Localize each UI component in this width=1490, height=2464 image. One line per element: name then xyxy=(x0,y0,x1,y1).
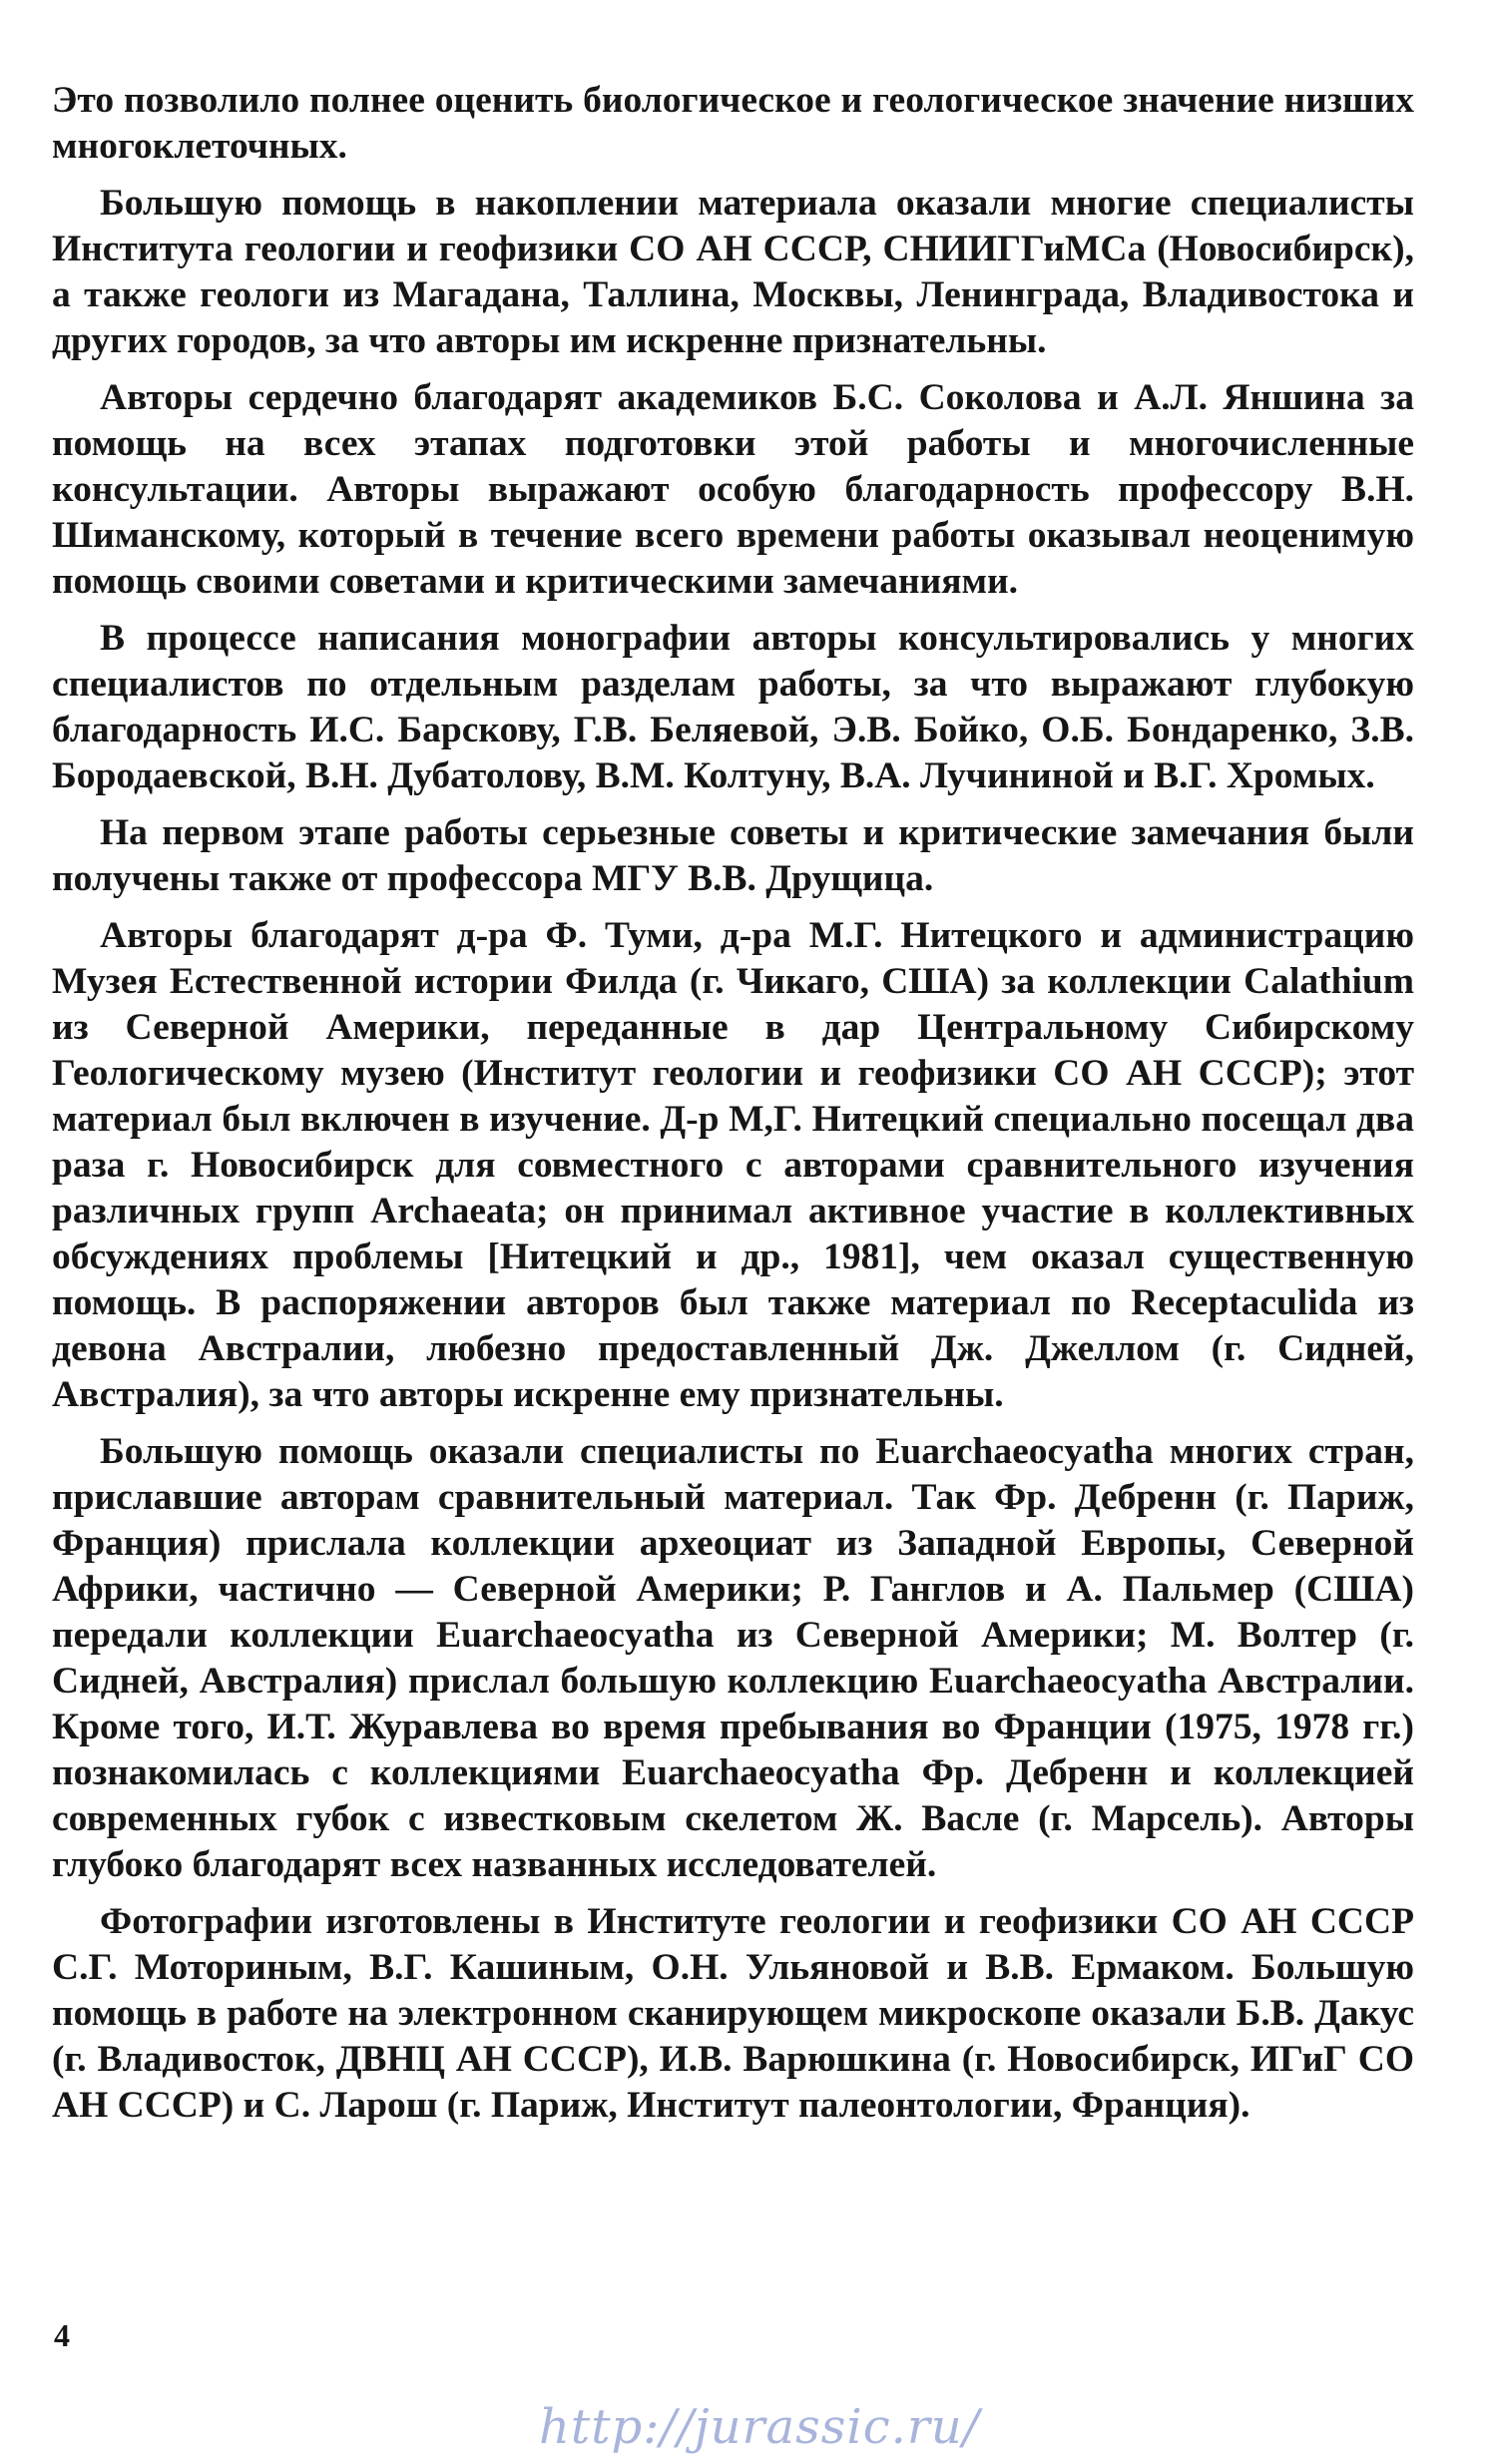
paragraph-1: Это позволило полнее оценить биологическое и геологическое значение низших многоклеточных. xyxy=(52,80,1414,167)
document-body xyxy=(52,78,1414,2140)
paragraph-6: Авторы благодарят д-ра Ф. Туми, д-ра М.Г. Нитецкого и администрацию Музея Естественной истории Филда (г. Чикаго, США) за коллекции Calathium из Северной Америки, переданные в дар Центральному Сибирскому Геологическому музею (Институт геологии и геофизики СО АН СССР); этот материал был включен в изучение. Д-р М,Г. Нитецкий специально посещал два раза г. Новосибирск для совместного с авторами сравнительного изучения различных групп Archaeata; он принимал активное участие в коллективных обсуждениях проблемы [Нитецкий и др., 1981], чем оказал существенную помощь. В распоряжении авторов был также материал по Receptaculida из девона Австралии, любезно предоставленный Дж. Джеллом (г. Сидней, Австралия), за что авторы искренне ему признательны. xyxy=(52,915,1414,1415)
paragraph-4: В процессе написания монографии авторы консультировались у многих специалистов по отдельным разделам работы, за что выражают глубокую благодарность И.С. Барскову, Г.В. Беляевой, Э.В. Бойко, О.Б. Бондаренко, З.В. Бородаевской, В.Н. Дубатолову, В.М. Колтуну, В.А. Лучининой и В.Г. Хромых. xyxy=(52,618,1414,796)
paragraph-8: Фотографии изготовлены в Институте геологии и геофизики СО АН СССР С.Г. Моториным, В.Г. Кашиным, О.Н. Ульяновой и В.В. Ермаком. Большую помощь в работе на электронном сканирующем микроскопе оказали Б.В. Дакус (г. Владивосток, ДВНЦ АН СССР), И.В. Варюшкина (г. Новосибирск, ИГиГ СО АН СССР) и С. Ларош (г. Париж, Институт палеонтологии, Франция). xyxy=(52,1901,1414,2126)
paragraph-5: На первом этапе работы серьезные советы и критические замечания были получены также от профессора МГУ В.В. Друщица. xyxy=(52,812,1414,899)
paragraph-2: Большую помощь в накоплении материала оказали многие специалисты Института геологии и геофизики СО АН СССР, СНИИГГиМСа (Новосибирск), а также геологи из Магадана, Таллина, Москвы, Ленинграда, Владивостока и других городов, за что авторы им искренне признательны. xyxy=(52,183,1414,361)
watermark-url: http://jurassic.ru/ xyxy=(539,2399,980,2455)
paragraph-3: Авторы сердечно благодарят академиков Б.С. Соколова и А.Л. Яншина за помощь на всех этапах подготовки этой работы и многочисленные консультации. Авторы выражают особую благодарность профессору В.Н. Шиманскому, который в течение всего времени работы оказывал неоценимую помощь своими советами и критическими замечаниями. xyxy=(52,377,1414,602)
page-number: 4 xyxy=(54,2317,70,2353)
paragraph-7: Большую помощь оказали специалисты по Euarchaeocyatha многих стран, приславшие авторам сравнительный материал. Так Фр. Дебренн (г. Париж, Франция) прислала коллекции археоциат из Западной Европы, Северной Африки, частично — Северной Америки; Р. Ганглов и А. Пальмер (США) передали коллекции Euarchaeocyatha из Северной Америки; М. Волтер (г. Сидней, Австралия) прислал большую коллекцию Euarchaeocyatha Австралии. Кроме того, И.Т. Журавлева во время пребывания во Франции (1975, 1978 гг.) познакомилась с коллекциями Euarchaeocyatha Фр. Дебренн и коллекцией современных губок с известковым скелетом Ж. Васле (г. Марсель). Авторы глубоко благодарят всех названных исследователей. xyxy=(52,1431,1414,1885)
